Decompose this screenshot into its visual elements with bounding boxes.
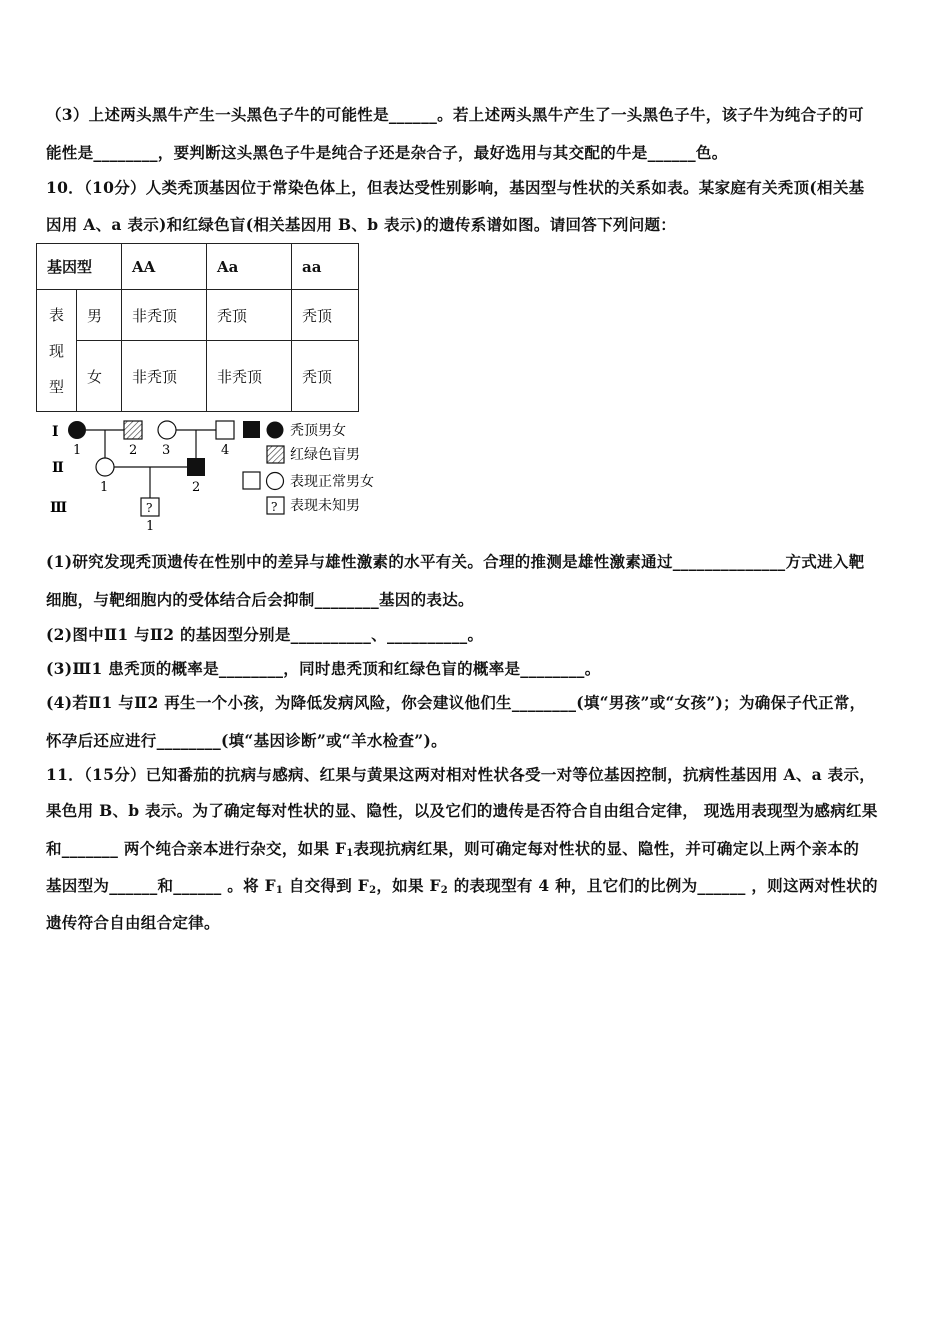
legend-label: 红绿色盲男 xyxy=(290,447,360,463)
gen-label-2: Ⅱ xyxy=(52,460,64,476)
ped-num: 1 xyxy=(146,519,155,532)
q11-line5: 遗传符合自由组合定律。 xyxy=(46,913,220,932)
ped-num: 4 xyxy=(221,443,230,458)
ped-num: 2 xyxy=(129,443,138,458)
q11-line4: 基因型为______和______ 。将 $F_1$ 自交得到 $F_2$，如果 $F_2$ 的表现型有 4 种，且它们的比例为______ ，则这两对性状的 xyxy=(46,876,878,896)
q10-p3: (3)Ⅲ1 患秃顶的概率是________，同时患秃顶和红绿色盲的概率是________。 xyxy=(46,659,601,678)
table-header-genotype: 基因型 xyxy=(37,244,122,290)
gen-label-3: Ⅲ xyxy=(50,500,68,516)
gen-label-1: Ⅰ xyxy=(52,424,59,440)
q10-p4-line1: (4)若Ⅱ1 与Ⅱ2 再生一个小孩，为降低发病风险，你会建议他们生________(填“男孩”或“女孩”)；为确保子代正常， xyxy=(46,693,866,712)
ped-num: 1 xyxy=(100,480,109,495)
q10-p4-line2: 怀孕后还应进行________(填“基因诊断”或“羊水检查”)。 xyxy=(46,731,447,750)
ped-II1-female-normal xyxy=(96,458,114,476)
table-cell: 秃顶 xyxy=(292,290,359,341)
legend-normal-female-icon xyxy=(267,473,284,490)
table-cell-female: 女 xyxy=(77,341,122,412)
ped-I1-female-bald xyxy=(68,421,86,439)
table-header-aa: aa xyxy=(292,244,359,290)
table-header-Aa: Aa xyxy=(207,244,292,290)
ped-num: 2 xyxy=(192,480,201,495)
q9-part3-line2: 能性是________，要判断这头黑色子牛是纯合子还是杂合子，最好选用与其交配的牛是______色。 xyxy=(46,143,728,162)
table-cell: 非秃顶 xyxy=(122,290,207,341)
q10-stem-line1: 10．（10分）人类秃顶基因位于常染色体上，但表达受性别影响，基因型与性状的关系如表。某家庭有关秃顶(相关基 xyxy=(46,178,865,197)
legend-label: 表现未知男 xyxy=(290,498,360,514)
table-row-label-phenotype: 表 现 型 xyxy=(37,290,77,412)
q10-p1-line2: 细胞，与靶细胞内的受体结合后会抑制________基因的表达。 xyxy=(46,590,474,609)
q10-p2: (2)图中Ⅱ1 与Ⅱ2 的基因型分别是__________、__________。 xyxy=(46,625,484,644)
q11-line2: 果色用 B、b 表示。为了确定每对性状的显、隐性，以及它们的遗传是否符合自由组合定律， 现选用表现型为感病红果 xyxy=(46,801,878,820)
table-cell-male: 男 xyxy=(77,290,122,341)
table-cell: 秃顶 xyxy=(292,341,359,412)
table-cell: 非秃顶 xyxy=(207,341,292,412)
table-cell: 秃顶 xyxy=(207,290,292,341)
legend-bald-male-icon xyxy=(243,421,260,438)
table-cell: 非秃顶 xyxy=(122,341,207,412)
ped-num: 1 xyxy=(73,443,82,458)
pedigree-chart xyxy=(40,412,400,532)
legend-label: 表现正常男女 xyxy=(290,474,374,490)
legend-colorblind-icon xyxy=(267,446,284,463)
legend-bald-female-icon xyxy=(267,422,284,439)
ped-unknown-mark: ? xyxy=(146,501,153,515)
q10-stem-line2: 因用 A、a 表示)和红绿色盲(相关基因用 B、b 表示)的遗传系谱如图。请回答下列问题： xyxy=(46,215,677,234)
genotype-phenotype-table xyxy=(36,243,359,412)
ped-I2-male-colorblind xyxy=(124,421,142,439)
legend-label: 秃顶男女 xyxy=(290,423,346,439)
legend-unknown-mark: ? xyxy=(271,500,278,514)
q11-line1: 11．（15分）已知番茄的抗病与感病、红果与黄果这两对相对性状各受一对等位基因控制，抗病性基因用 A、a 表示， xyxy=(46,765,876,784)
ped-num: 3 xyxy=(162,443,171,458)
ped-I3-female-normal xyxy=(158,421,176,439)
table-header-AA: AA xyxy=(122,244,207,290)
q10-p1-line1: (1)研究发现秃顶遗传在性别中的差异与雄性激素的水平有关。合理的推测是雄性激素通过______________方式进入靶 xyxy=(46,552,865,571)
ped-II2-male-bald xyxy=(187,458,205,476)
legend-normal-male-icon xyxy=(243,472,260,489)
ped-I4-male-normal xyxy=(216,421,234,439)
q9-part3-line1: （3）上述两头黑牛产生一头黑色子牛的可能性是______。若上述两头黑牛产生了一头黑色子牛，该子牛为纯合子的可 xyxy=(46,105,864,124)
q11-line3: 和_______ 两个纯合亲本进行杂交，如果 $F_1$表现抗病红果，则可确定每对性状的显、隐性，并可确定以上两个亲本的 xyxy=(46,839,860,859)
